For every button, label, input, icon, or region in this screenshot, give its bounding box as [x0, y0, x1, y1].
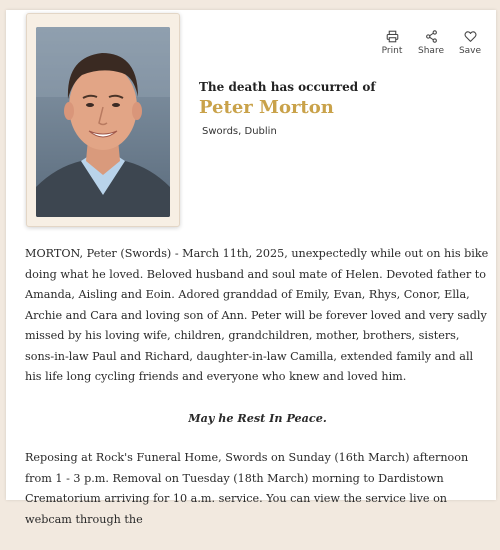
rest-in-peace-line: May he Rest In Peace. — [188, 410, 327, 425]
photo-frame — [26, 13, 180, 227]
share-icon — [425, 30, 438, 43]
share-label: Share — [418, 46, 444, 56]
notice-body — [25, 244, 490, 550]
portrait-photo — [36, 27, 170, 217]
save-label: Save — [458, 46, 482, 56]
notice-card — [6, 10, 496, 526]
funeral-arrangements-paragraph: Reposing at Rock's Funeral Home, Swords on Sunday (16th March) afternoon from 1 - 3 p.m. Removal on Tuesday (18th March) morning to Dardistown Crematorium arriving for 10 a.m. service. You can view the service live on webcam through the — [25, 451, 469, 526]
deceased-name: Peter Morton — [199, 97, 334, 118]
portrait-illustration — [36, 27, 170, 217]
print-button[interactable] — [380, 30, 404, 56]
notice-heading: The death has occurred of — [199, 80, 376, 94]
save-button[interactable] — [458, 30, 482, 56]
action-bar — [380, 30, 482, 56]
share-button[interactable] — [418, 30, 444, 56]
heart-icon — [464, 30, 477, 43]
notice-paragraph: MORTON, Peter (Swords) - March 11th, 2025, unexpectedly while out on his bike doing what he loved. Beloved husband and soul mate of Helen. Devoted father to Amanda, Aisling and Eoin. Adored granddad of Emily, Evan, Rhys, Conor, Ella, Archie and Cara and loving son of Ann. Peter will be forever loved and very sadly missed by his loving wife, children, grandchildren, mother, brothers, sisters, sons-in-law Paul and Richard, daughter-in-law Camilla, extended family and all his life long cycling friends and everyone who knew and loved him. — [25, 247, 489, 383]
print-label: Print — [381, 46, 403, 56]
printer-icon — [386, 30, 399, 43]
deceased-location: Swords, Dublin — [202, 126, 277, 137]
